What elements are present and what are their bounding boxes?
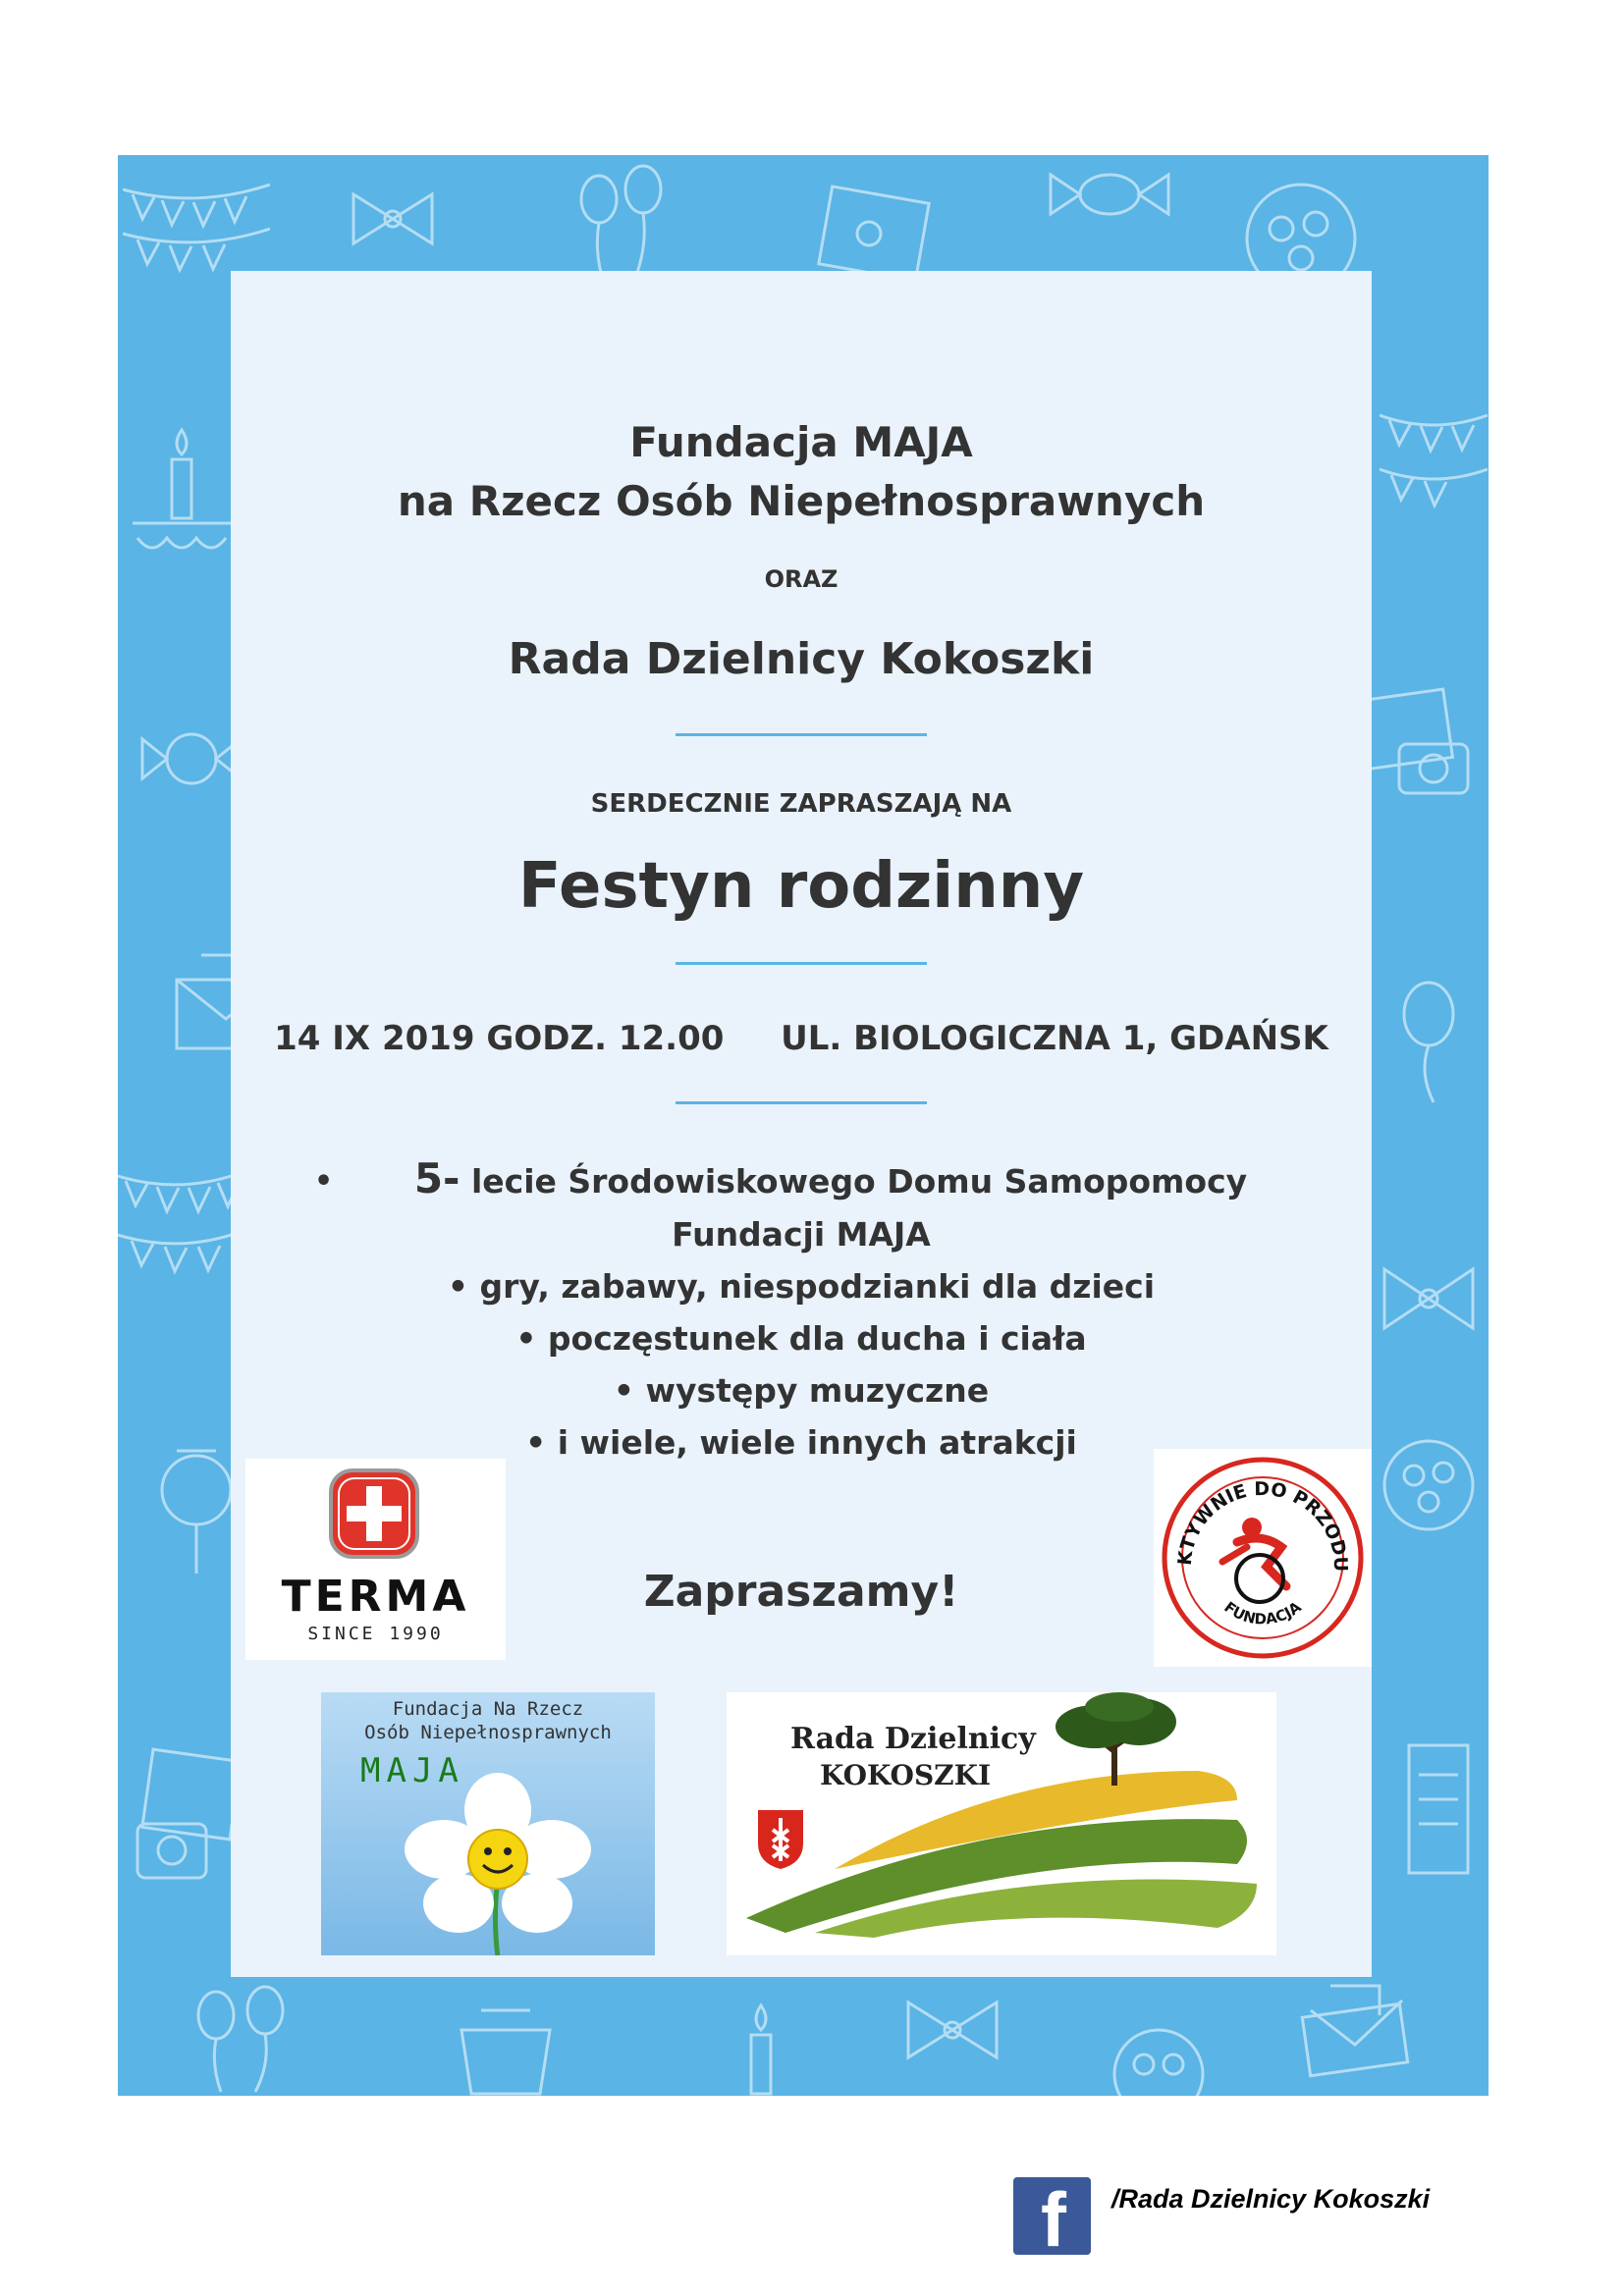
invitation-panel <box>231 271 1372 1977</box>
divider-1 <box>676 733 927 736</box>
co-organizer-name: Rada Dzielnicy Kokoszki <box>508 634 1095 684</box>
candle-icon <box>731 2001 790 2096</box>
anniversary-number: 5- <box>413 1154 460 1202</box>
poster-frame <box>118 155 1489 2096</box>
bunting-icon <box>1380 400 1488 518</box>
oraz-label: ORAZ <box>764 565 839 593</box>
rada-logo-line2: KOKOSZKI <box>820 1759 992 1791</box>
tree-hill-icon <box>727 1692 1276 1955</box>
maja-line1: Fundacja Na Rzecz <box>392 1698 584 1720</box>
scroll-icon <box>1389 1726 1488 1893</box>
balloon-icon <box>1384 970 1473 1107</box>
bullet-anniversary <box>231 1154 1372 1202</box>
pot-icon <box>452 2001 560 2096</box>
facebook-page-link[interactable]: /Rada Dzielnicy Kokoszki <box>1111 2184 1431 2214</box>
bunting-icon <box>123 175 270 283</box>
aktywnie-ring-text: KTYWNIE DO PRZODU <box>1173 1477 1352 1573</box>
rada-logo-line1: Rada Dzielnicy <box>790 1722 1036 1756</box>
balloons-icon <box>569 160 677 288</box>
invite-text: SERDECZNIE ZAPRASZAJĄ NA <box>590 789 1012 819</box>
candy-icon <box>1046 155 1173 234</box>
event-address: UL. BIOLOGICZNA 1, GDAŃSK <box>781 1019 1328 1058</box>
bullet-music: • występy muzyczne <box>613 1371 990 1410</box>
divider-3 <box>676 1101 927 1104</box>
bow-icon <box>898 1991 1006 2069</box>
divider-2 <box>676 962 927 965</box>
maja-name: MAJA <box>360 1751 464 1790</box>
closing-text: Zapraszamy! <box>643 1567 959 1617</box>
maja-line2: Osób Niepełnosprawnych <box>364 1722 612 1743</box>
bullet-anniversary-line2: Fundacji MAJA <box>672 1215 931 1254</box>
bullet-refreshments: • poczęstunek dla ducha i ciała <box>515 1319 1087 1358</box>
bow-icon <box>1375 1255 1483 1343</box>
envelope-icon <box>1296 1971 1414 2079</box>
bunting-icon <box>118 1156 245 1294</box>
aktywnie-bottom-text: FUNDACJA <box>1220 1598 1305 1629</box>
facebook-letter: f <box>1041 2177 1066 2255</box>
aktywnie-emblem-icon <box>1154 1449 1372 1667</box>
anniversary-text: lecie Środowiskowego Domu Samopomocy <box>460 1162 1248 1201</box>
bullet-dot: • <box>314 1164 334 1199</box>
candy-icon <box>137 705 245 813</box>
terma-name: TERMA <box>281 1572 470 1622</box>
maja-logo <box>321 1692 655 1955</box>
organizer-name: Fundacja MAJA <box>629 418 973 466</box>
cake-candle-icon <box>128 420 236 567</box>
bullet-more: • i wiele, wiele innych atrakcji <box>525 1423 1077 1462</box>
event-date: 14 IX 2019 GODZ. 12.00 <box>274 1019 725 1058</box>
terma-logo <box>245 1459 506 1660</box>
aktywnie-logo <box>1154 1449 1372 1667</box>
terma-cross-icon <box>327 1467 421 1561</box>
event-title: Festyn rodzinny <box>517 850 1085 923</box>
organizer-subtitle: na Rzecz Osób Niepełnosprawnych <box>397 477 1206 525</box>
rada-kokoszki-logo <box>727 1692 1276 1955</box>
daisy-smiley-icon <box>400 1771 596 1955</box>
bow-icon <box>344 180 442 258</box>
event-details <box>231 1019 1372 1058</box>
cookie-plate-icon <box>1100 2015 1218 2096</box>
balloons-icon <box>177 1976 304 2094</box>
cookie-plate-icon <box>1375 1431 1483 1539</box>
facebook-icon[interactable] <box>1013 2177 1091 2255</box>
bullet-games: • gry, zabawy, niespodzianki dla dzieci <box>447 1267 1156 1306</box>
terma-since: SINCE 1990 <box>307 1624 444 1644</box>
